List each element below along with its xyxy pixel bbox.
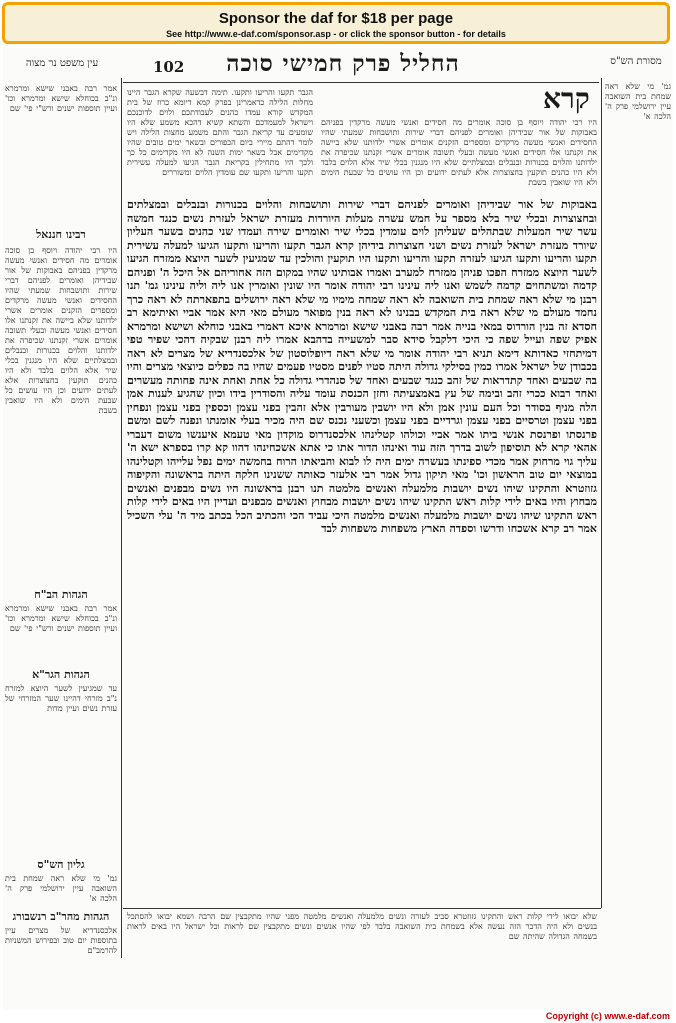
header-rule [123, 82, 599, 83]
gilyon-hashas-text: גמ' מי שלא ראה שמחת בית השואבה עיין ירושלמי פרק ה' הלכה א' [5, 874, 117, 903]
masoret-hashas-column: גמ' מי שלא ראה שמחת בית השואבה עיין ירושלמי פרק ה' הלכה א' [605, 82, 671, 121]
rashash-title: הגהות מהר"ב רנשבורג [12, 910, 110, 923]
page-number: 102 [153, 58, 185, 76]
rabbeinu-chananel-title: רבינו חננאל [36, 228, 86, 241]
rashash-text: אלכסנדריא של מצרים עיין בתוספות יום טוב ובפירוש המשניות להרמב"ם [5, 926, 117, 955]
ein-mishpat-label: עין משפט נר מצוה [25, 58, 99, 69]
page-title: החליל פרק חמישי סוכה [226, 50, 460, 77]
footer-rule [123, 908, 601, 909]
sponsor-title[interactable]: Sponsor the daf for $18 per page [218, 10, 454, 27]
hagahot-hagra-title: הגהות הגר"א [32, 668, 90, 681]
rashi-commentary-top: הגבר תקעו והריעו ותקעו. תימה דבשעה שקרא הגבר היינו מחלות הלילה כדאמרינן בפרק קמא דיומא כרוז של בית המקדש קורא עמדו כהנים לעבודתכם ולוים לדוכנכם וישראל למעמדכם והשתא קשיא דהכא משמע שלא היו שומעים עד קריאת הגבר והתם משמע מחצות הלילה ויש לומר דהתם מיירי ביום הכפורים ובשאר ימים טובים שהיו מקדימים אבל בשאר ימות השנה לא היו מקדימים כל כך ולכך היו מתחילין בקריאת הגבר הגיעו למעלה עשירית תקעו והריעו ותקעו שם עומדין הלוים ומשוררים [127, 88, 313, 177]
footer-commentary: שלא יבואו לידי קלות ראש והתקינו גזוזטרא סביב לעזרה ונשים מלמעלה ואנשים מלמטה מפני שהיו מתקבצין שם הרבה ושמא יבואו להסתכל בנשים ולא היה הדבר הזה נעשה אלא בשמחת בית השואבה בלבד לפי שהיו אנשים ונשים מתקבצין שם לראות וכל ישראל היו באים לראות בשמחה הגדולה שהיתה שם [127, 912, 597, 941]
hagahot-hagra-text: עד שמגיעין לשער היוצא למזרח נ"ב מזרחי דהיינו שער המזרחי של עזרת נשים ועיין מדות [5, 684, 117, 713]
masoret-hashas-label: מסורת הש"ס [610, 56, 662, 67]
talmud-page [3, 48, 673, 1010]
rabbeinu-chananel-text: היו רבי יהודה ויוסף בן סוכה אומרים מה חסידים ואנשי מעשה מרקדין בפניהם באבוקות של אור שבידיהן ואומרים לפניהם דברי שירות ותושבחות שמעתי שהיו החסידים ואנשי מעשה מרקדים ומספרים הזקנים אומרים אשרי ילדותנו שלא ביישה את זקנתנו אלו חסידים ואנשי מעשה ובעלי תשובה אומרים אשרי זקנתנו שכיפרה את ילדותנו והלוים בכנורות ובנבלים ובמצלתיים שלא היו מנגנין בכלי שיר אלא הלוים בלבד ולא היו כהנים תוקעין בחצוצרות אלא לעתים ידועים וכן היו עושים כל שבעת הימים ולא היו שואבין בשבת [5, 246, 117, 415]
tosafot-commentary-top: היו רבי יהודה ויוסף בן סוכה אומרים מה חסידים ואנשי מעשה מרקדין בפניהם באבוקות של אור שבידיהן ואומרים לפניהם דברי שירות ותושבחות שמעתי שהיו החסידים ואנשי מעשה מרקדים ומספרים הזקנים אומרים אשרי ילדותנו שלא ביישה את זקנתנו אלו חסידים ואנשי מעשה ובעלי תשובה אומרים אשרי זקנתנו שכיפרה את ילדותנו והלוים בכנורות ובנבלים ובמצלתיים שלא היו מנגנין בכלי שיר אלא הלוים בלבד ולא היו כהנים תוקעין בחצוצרות אלא לעתים ידועים וכן היו עושים כל שבעת הימים ולא היו שואבין בשבת [321, 118, 597, 187]
copyright-notice[interactable]: Copyright (c) www.e-daf.com [545, 1011, 670, 1021]
column-divider-left [121, 78, 122, 958]
sponsor-subtitle[interactable]: See http://www.e-daf.com/sponsor.asp - or click the sponsor button - for details [166, 29, 506, 39]
gemara-main-text: באבוקות של אור שבידיהן ואומרים לפניהם דברי שירות ותושבחות והלוים בכנורות ובנבלים ובמצלתים ובחצוצרות ובכלי שיר בלא מספר על חמש עשרה מעלות היורדות מעזרת ישראל לעזרת נשים כנגד חמשה עשר שיר המעלות שבתהלים שעליהן לוים עומדין בכלי שיר ואומרים שירה ועמדו שני כהנים בשער העליון שיורד מעזרת ישראל לעזרת נשים ושני חצוצרות בידיהן קרא הגבר תקעו והריעו ותקעו הגיעו למעלה עשירית תקעו והריעו ותקעו הגיעו לעזרה תקעו והריעו ותקעו היו תוקעין והולכין עד שמגיעין לשער היוצא ממזרח הגיעו לשער היוצא ממזרח הפכו פניהן ממזרח למערב ואמרו אבותינו שהיו במקום הזה אחוריהם אל היכל ה' ופניהם קדמה ומשתחוים קדמה לשמש ואנו ליה עינינו רבי יהודה אומר היו שונין ואומרין אנו ליה וליה עינינו גמ' תנו רבנן מי שלא ראה שמחת בית השואבה לא ראה שמחה מימיו מי שלא ראה ירושלים בתפארתה לא ראה כרך נחמד מעולם מי שלא ראה בית המקדש בבנינו לא ראה בנין מפואר מעולם מאי היא אמר אביי ואיתימא רב חסדא זה בנין הורדוס במאי בנייה אמר רבה באבני שישא ומרמרא איכא דאמרי באבני כוחלא ושישא ומרמרא אפיק שפה ועייל שפה כי היכי דלקבל סידא סבר למשעייה בדהבא אמרו ליה רבנן שבקיה דהכי שפיר טפי דמיתחזי כאדותא דימא תניא רבי יהודה אומר מי שלא ראה דיופלוסטון של אלכסנדריא של מצרים לא ראה בכבודן של ישראל אמרו כמין בסילקי גדולה היתה סטיו לפנים מסטיו פעמים שהיו בה כפלים כיוצאי מצרים והיו בה שבעים ואחד קתדראות של זהב כנגד שבעים ואחד של סנהדרי גדולה כל אחת ואחת אינה פחותה מעשרים ואחד רבוא ככרי זהב ובימה של עץ באמצעיתה וחזן הכנסת עומד עליה והסודרין בידו וכיון שהגיע לענות אמן הלה מניף בסודר וכל העם עונין אמן ולא היו יושבין מעורבין אלא זהבין בפני עצמן וכספין בפני עצמן ונפחין בפני עצמן וטרסיים בפני עצמן וגרדיים בפני עצמן וכשעני נכנס שם היה מכיר בעלי אומנתו ונפנה לשם ומשם פרנסתו ופרנסת אנשי ביתו אמר אביי וכולהו קטלינהו אלכסנדרוס מוקדון מאי טעמא איענשו משום דעברי אהאי קרא לא תוסיפון לשוב בדרך הזה עוד ואינהו הדור אתו כי אתא אשכחינהו דהוו קא קרו בספרא ישא ה' עליך גוי מרחוק אמר מכדי ספינתו בעשרה ימים היה לו לבוא והביאתו הרוח בחמשה ימים נפל עלייהו וקטלינהו במוצאי יום טוב הראשון וכו' מאי תיקון גדול אמר רבי אלעזר כאותה ששנינו חלקה היתה בראשונה והקיפוה גזוזטרא והתקינו שיהו נשים יושבות מלמעלה ואנשים מלמטה תנו רבנן בראשונה היו נשים מבפנים ואנשים מבחוץ והיו באים לידי קלות ראש התקינו שיהו נשים יושבות מבחוץ ואנשים מבפנים ועדיין היו באים לידי קלות ראש התקינו שיהו נשים יושבות מלמעלה ואנשים מלמטה היכי עביד הכי והכתיב הכל בכתב מיד ה' עלי השכיל אמר רב קרא אשכחו ודרשו וספדה הארץ משפחות משפחות לבד [127, 198, 597, 535]
hagahot-habach-title: הגהות הב"ח [34, 588, 88, 601]
dibbur-hamatchil: קרא [543, 82, 590, 115]
column-divider-right [601, 78, 602, 908]
ein-mishpat-column: אמר רבה באבני שישא ומרמרא ונ"ב בכוחלא שישא ומרמרא וכו' ועיין תוספות ישנים ורש"י פי' שם [5, 84, 117, 113]
hagahot-habach-text: אמר רבה באבני שישא ומרמרא ונ"ב בכוחלא שישא ומרמרא וכו' ועיין תוספות ישנים ורש"י פי' שם [5, 604, 117, 633]
gilyon-hashas-title: גליון הש"ס [37, 858, 85, 871]
sponsor-banner[interactable] [2, 2, 670, 44]
